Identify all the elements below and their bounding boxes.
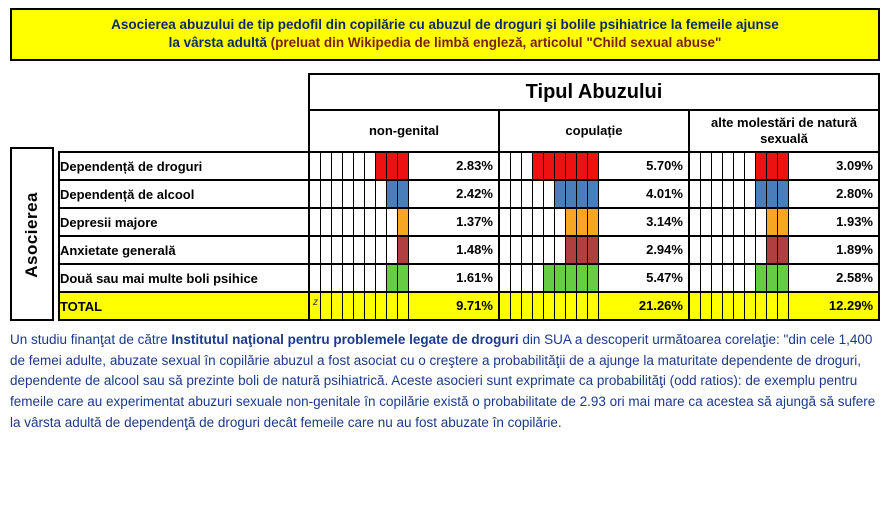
bar-tick	[723, 265, 734, 291]
matrix-cell	[689, 236, 879, 264]
bar-tick	[577, 181, 588, 207]
cell-value: 21.26%	[638, 298, 683, 314]
bar-tick	[365, 209, 376, 235]
bar-tick	[544, 209, 555, 235]
bar-tick	[343, 293, 354, 319]
bar-tick	[387, 181, 398, 207]
bar-tick	[544, 181, 555, 207]
cell-value: 1.93%	[836, 214, 873, 230]
bar-tick	[745, 265, 756, 291]
bar-tick	[533, 237, 544, 263]
cell-value: 1.48%	[456, 242, 493, 258]
matrix-cell	[499, 236, 689, 264]
bar-tick	[588, 153, 599, 179]
cell-value: 3.09%	[836, 158, 873, 174]
row-label: Dependență de droguri	[59, 152, 309, 180]
bar-tick	[376, 181, 387, 207]
bar-tick	[365, 293, 376, 319]
bar-tick	[500, 265, 511, 291]
bar-tick	[310, 153, 321, 179]
bar-tick	[500, 181, 511, 207]
row-label: Depresii majore	[59, 208, 309, 236]
bar-tick	[354, 181, 365, 207]
bar-tick	[555, 153, 566, 179]
bar-tick	[588, 265, 599, 291]
bar-tick	[522, 181, 533, 207]
bar-tick	[522, 293, 533, 319]
bar-tick	[511, 209, 522, 235]
matrix-cell	[309, 208, 499, 236]
bar-tick	[745, 209, 756, 235]
bar-tick	[332, 265, 343, 291]
row-label: Anxietate generală	[59, 236, 309, 264]
bar-tick	[376, 153, 387, 179]
column-header-copulatie: copulație	[499, 110, 689, 152]
bar-tick	[701, 153, 712, 179]
cell-value: 4.01%	[646, 186, 683, 202]
bar-tick	[756, 237, 767, 263]
bar-tick	[577, 237, 588, 263]
bar-tick	[566, 237, 577, 263]
matrix-cell	[499, 264, 689, 292]
bar-tick	[365, 153, 376, 179]
matrix-cell	[309, 264, 499, 292]
bar-tick	[566, 293, 577, 319]
matrix-region	[10, 73, 880, 321]
bar-tick	[555, 237, 566, 263]
bar-tick	[500, 293, 511, 319]
bar-tick	[577, 153, 588, 179]
bar-tick	[500, 237, 511, 263]
bar-tick	[701, 237, 712, 263]
table-row	[59, 236, 879, 264]
bar-tick	[778, 237, 789, 263]
bar-tick	[533, 209, 544, 235]
bar-tick	[767, 153, 778, 179]
bar-tick	[321, 293, 332, 319]
bar-tick	[376, 265, 387, 291]
bar-tick	[712, 209, 723, 235]
bar-tick	[522, 153, 533, 179]
bar-tick	[778, 181, 789, 207]
matrix-cell	[689, 264, 879, 292]
bar-tick	[544, 265, 555, 291]
bar-tick	[723, 153, 734, 179]
bar-tick	[756, 181, 767, 207]
bar-tick	[566, 209, 577, 235]
bar-tick	[577, 209, 588, 235]
matrix-cell	[499, 180, 689, 208]
association-matrix	[58, 73, 880, 321]
bar-tick	[555, 293, 566, 319]
footnote-part-1: Un studiu finanţat de către	[10, 332, 172, 348]
bar-tick	[365, 181, 376, 207]
table-row	[59, 208, 879, 236]
cell-value: 1.37%	[456, 214, 493, 230]
bar-tick	[332, 293, 343, 319]
bar-tick	[555, 209, 566, 235]
bar-tick	[734, 237, 745, 263]
bar-tick	[511, 181, 522, 207]
bar-tick	[376, 209, 387, 235]
title-line-2-bold: la vârsta adultă	[168, 35, 267, 51]
bar-tick	[544, 237, 555, 263]
bar-tick	[354, 153, 365, 179]
bar-tick	[588, 181, 599, 207]
bar-tick	[701, 209, 712, 235]
matrix-cell	[309, 180, 499, 208]
column-header-non-genital: non-genital	[309, 110, 499, 152]
bar-tick	[511, 293, 522, 319]
bar-tick	[310, 237, 321, 263]
bar-tick	[734, 181, 745, 207]
total-marker: z	[312, 297, 318, 309]
column-header-alte-molestari: alte molestări de natură sexuală	[689, 110, 879, 152]
bar-tick	[398, 209, 409, 235]
title-source-note: (preluat din Wikipedia de limbă engleză, articolul "Child sexual abuse"	[266, 35, 722, 51]
bar-tick	[522, 237, 533, 263]
bar-tick	[387, 265, 398, 291]
bar-tick	[310, 265, 321, 291]
bar-tick	[511, 237, 522, 263]
bar-tick	[723, 209, 734, 235]
bar-tick	[734, 153, 745, 179]
bar-tick	[767, 293, 778, 319]
bar-tick	[690, 237, 701, 263]
bar-tick	[555, 181, 566, 207]
bar-tick	[398, 293, 409, 319]
bar-tick	[398, 153, 409, 179]
bar-tick	[767, 237, 778, 263]
matrix-cell	[499, 292, 689, 320]
bar-tick	[544, 153, 555, 179]
bar-tick	[343, 265, 354, 291]
cell-value: 2.94%	[646, 242, 683, 258]
bar-tick	[310, 209, 321, 235]
bar-tick	[690, 293, 701, 319]
matrix-cell	[309, 236, 499, 264]
bar-tick	[522, 265, 533, 291]
bar-tick	[745, 237, 756, 263]
bar-tick	[756, 265, 767, 291]
row-label: Două sau mai multe boli psihice	[59, 264, 309, 292]
bar-tick	[690, 209, 701, 235]
bar-tick	[332, 181, 343, 207]
bar-tick	[577, 293, 588, 319]
bar-tick	[723, 181, 734, 207]
bar-tick	[778, 293, 789, 319]
bar-tick	[745, 153, 756, 179]
bar-tick	[376, 237, 387, 263]
bar-tick	[767, 209, 778, 235]
bar-tick	[566, 153, 577, 179]
bar-tick	[321, 181, 332, 207]
bar-tick	[398, 265, 409, 291]
cell-value: 2.83%	[456, 158, 493, 174]
table-row	[59, 264, 879, 292]
bar-tick	[398, 181, 409, 207]
bar-tick	[522, 209, 533, 235]
bar-tick	[321, 209, 332, 235]
bar-tick	[767, 265, 778, 291]
footnote-paragraph	[10, 330, 880, 433]
table-row-total	[59, 292, 879, 320]
cell-value: 1.89%	[836, 242, 873, 258]
bar-tick	[723, 237, 734, 263]
bar-tick	[343, 237, 354, 263]
bar-tick	[588, 293, 599, 319]
footnote-part-2: din SUA a descoperit următoarea corelaţie: "din cele 1,400 de femei adulte, abuzate sexual în copilărie abuzul a fost asociat cu o creştere a probabilităţii de a ajunge la maturitate dependente de droguri, dependente de alcool sau să prezinte boli de natură psihiatrică. Aceste asocieri sunt exprimate ca probabilităţi (odd ratios): de exemplu pentru femeile care au experimentat abuzuri sexuale non-genitale în copilărie există o probabilitate de 2.93 ori mai mare ca acestea să ajungă să sufere la vârsta adultă de dependenţă de droguri decât femeile care nu au fost abuzate în copilărie.	[10, 332, 876, 430]
bar-tick	[756, 293, 767, 319]
table-row	[59, 180, 879, 208]
bar-tick	[712, 237, 723, 263]
bar-tick	[690, 181, 701, 207]
cell-value: 2.58%	[836, 270, 873, 286]
bar-tick	[756, 153, 767, 179]
bar-tick	[734, 209, 745, 235]
bar-tick	[511, 153, 522, 179]
matrix-cell	[689, 180, 879, 208]
title-banner	[10, 8, 880, 61]
matrix-cell	[689, 208, 879, 236]
cell-value: 3.14%	[646, 214, 683, 230]
bar-tick	[690, 153, 701, 179]
bar-tick	[387, 153, 398, 179]
bar-tick	[321, 153, 332, 179]
bar-tick	[354, 237, 365, 263]
matrix-cell	[309, 292, 499, 320]
bar-tick	[310, 181, 321, 207]
bar-tick	[343, 153, 354, 179]
bar-tick	[343, 181, 354, 207]
bar-tick	[767, 181, 778, 207]
bar-tick	[332, 153, 343, 179]
table-row	[59, 152, 879, 180]
bar-tick	[701, 181, 712, 207]
bar-tick	[500, 153, 511, 179]
bar-tick	[533, 293, 544, 319]
row-label-total: TOTAL	[59, 292, 309, 320]
header-row-top	[59, 74, 879, 110]
bar-tick	[555, 265, 566, 291]
bar-tick	[387, 237, 398, 263]
bar-tick	[712, 181, 723, 207]
bar-tick	[756, 209, 767, 235]
bar-tick	[321, 237, 332, 263]
bar-tick	[566, 181, 577, 207]
bar-tick	[398, 237, 409, 263]
bar-tick	[734, 293, 745, 319]
bar-tick	[533, 153, 544, 179]
matrix-cell	[689, 292, 879, 320]
cell-value: 5.47%	[646, 270, 683, 286]
bar-tick	[365, 265, 376, 291]
bar-tick	[544, 293, 555, 319]
bar-tick	[588, 209, 599, 235]
matrix-cell	[309, 152, 499, 180]
bar-tick	[354, 265, 365, 291]
row-group-label-text: Asocierea	[21, 191, 41, 278]
header-corner-spacer-2	[59, 110, 309, 152]
bar-tick	[745, 293, 756, 319]
header-corner-spacer	[59, 74, 309, 110]
bar-tick	[723, 293, 734, 319]
bar-tick	[332, 209, 343, 235]
bar-tick	[566, 265, 577, 291]
bar-tick	[734, 265, 745, 291]
matrix-cell	[499, 152, 689, 180]
bar-tick	[511, 265, 522, 291]
bar-tick	[745, 181, 756, 207]
cell-value: 2.42%	[456, 186, 493, 202]
bar-tick	[701, 265, 712, 291]
matrix-cell	[499, 208, 689, 236]
bar-tick	[387, 293, 398, 319]
column-group-title: Tipul Abuzului	[309, 74, 879, 110]
bar-tick	[354, 209, 365, 235]
footnote-institute-name: Institutul naţional pentru problemele legate de droguri	[171, 332, 519, 348]
matrix-body	[59, 152, 879, 320]
bar-tick	[533, 181, 544, 207]
bar-tick	[321, 265, 332, 291]
bar-tick	[778, 153, 789, 179]
row-group-label	[10, 147, 54, 321]
cell-value: 1.61%	[456, 270, 493, 286]
bar-tick	[701, 293, 712, 319]
title-line-2	[22, 34, 868, 52]
bar-tick	[533, 265, 544, 291]
header-row-sub	[59, 110, 879, 152]
bar-tick	[778, 265, 789, 291]
matrix-cell	[689, 152, 879, 180]
bar-tick	[588, 237, 599, 263]
bar-tick	[712, 153, 723, 179]
title-line-1: Asocierea abuzului de tip pedofil din copilărie cu abuzul de droguri şi bolile psihiatrice la femeile ajunse	[111, 17, 779, 32]
bar-tick	[365, 237, 376, 263]
cell-value: 9.71%	[456, 298, 493, 314]
bar-tick	[343, 209, 354, 235]
bar-tick	[332, 237, 343, 263]
bar-tick	[376, 293, 387, 319]
cell-value: 5.70%	[646, 158, 683, 174]
bar-tick	[354, 293, 365, 319]
bar-tick	[712, 293, 723, 319]
cell-value: 2.80%	[836, 186, 873, 202]
row-label: Dependență de alcool	[59, 180, 309, 208]
bar-tick	[577, 265, 588, 291]
cell-value: 12.29%	[828, 298, 873, 314]
bar-tick	[500, 209, 511, 235]
bar-tick	[387, 209, 398, 235]
bar-tick	[778, 209, 789, 235]
bar-tick	[712, 265, 723, 291]
bar-tick	[690, 265, 701, 291]
